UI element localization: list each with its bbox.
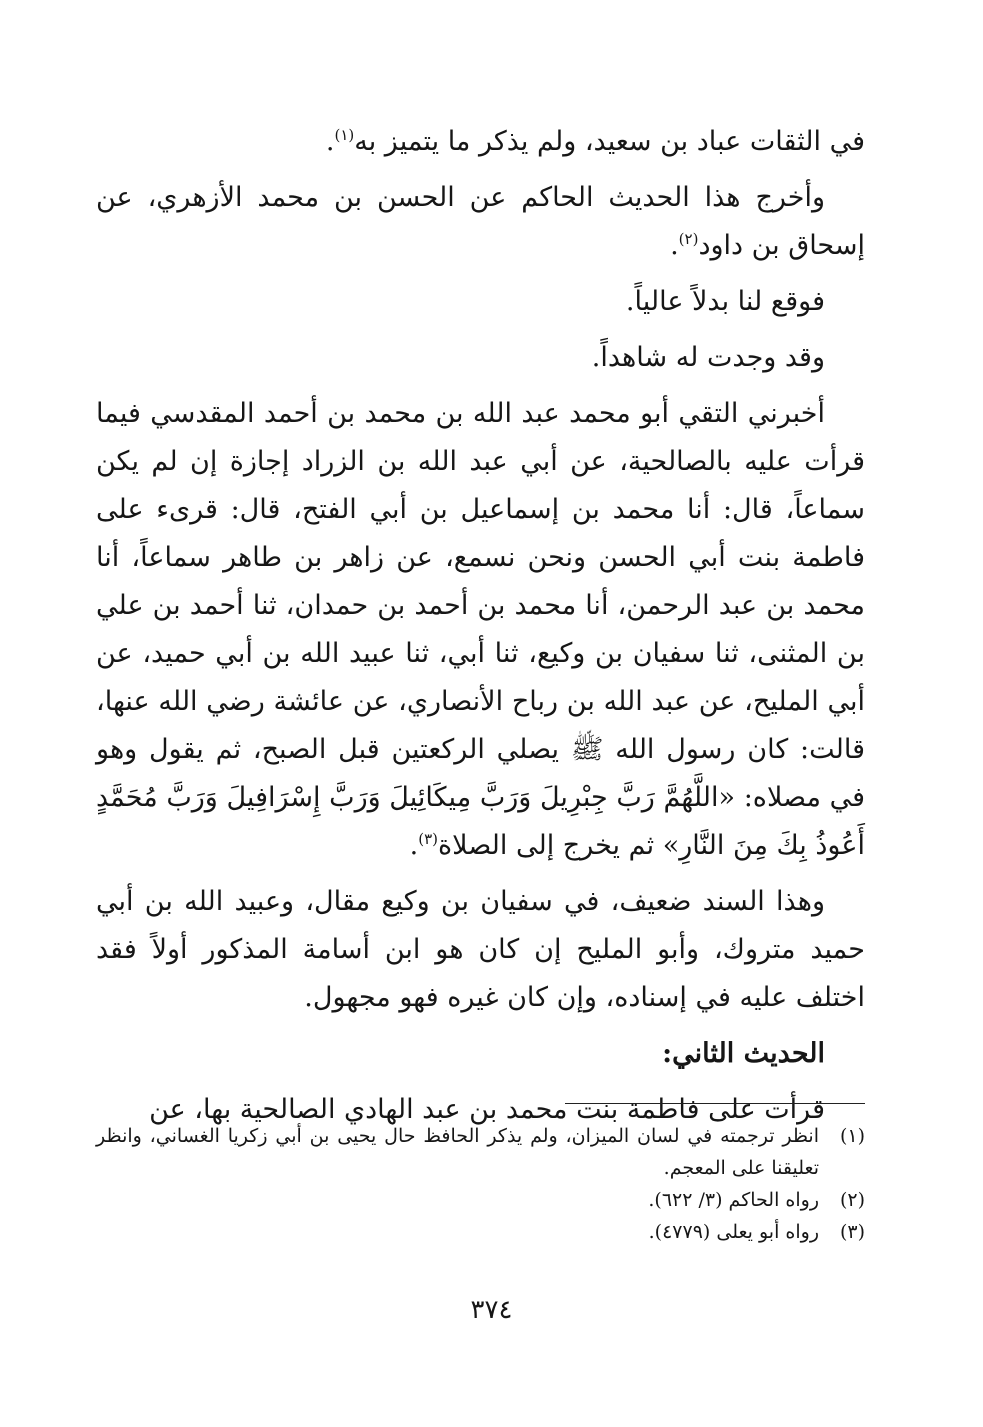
footnote-1-text: انظر ترجمته في لسان الميزان، ولم يذكر الحافظ حال يحيى بن أبي زكريا الغساني، وانظر تعليقنا على المعجم. — [96, 1125, 819, 1179]
footnote-3 — [96, 1216, 865, 1248]
footnote-ref-3[interactable]: (٣) — [418, 830, 438, 848]
paragraph-5-text: أخبرني التقي أبو محمد عبد الله بن محمد بن أحمد المقدسي فيما قرأت عليه بالصالحية، عن أبي عبد الله بن الزراد إجازة إن لم يكن سماعاً، قال: أنا محمد بن إسماعيل بن أبي الفتح، قال: قرىء على فاطمة بنت أبي الحسن ونحن نسمع، عن زاهر بن طاهر سماعاً، أنا محمد بن عبد الرحمن، أنا محمد بن أحمد بن حمدان، ثنا أحمد بن علي بن المثنى، ثنا سفيان بن وكيع، ثنا أبي، ثنا عبيد الله بن أبي حميد، عن أبي المليح، عن عبد الله بن رباح الأنصاري، عن عائشة رضي الله عنها، قالت: كان رسول الله ﷺ يصلي الركعتين قبل الصبح، ثم يقول وهو في مصلاه: «اللَّهُمَّ رَبَّ جِبْرِيلَ وَرَبَّ مِيكَائِيلَ وَرَبَّ إِسْرَافِيلَ وَرَبَّ مُحَمَّدٍ أَعُوذُ بِكَ مِنَ النَّارِ» ثم يخرج إلى الصلاة — [96, 398, 865, 861]
paragraph-4: وقد وجدت له شاهداً. — [591, 342, 825, 373]
footnote-2-text: رواه الحاكم (٣/ ٦٢٢). — [648, 1189, 819, 1211]
paragraph-5 — [96, 390, 865, 870]
page-number: ٣٧٤ — [470, 1295, 513, 1325]
footnote-ref-2[interactable]: (٢) — [678, 230, 699, 248]
paragraph-2-text: وأخرج هذا الحديث الحاكم عن الحسن بن محمد الأزهري، عن إسحاق بن داود — [96, 182, 865, 261]
paragraph-1-end: . — [325, 126, 335, 157]
paragraph-1 — [96, 118, 865, 166]
footnote-1-number: (١) — [839, 1125, 865, 1147]
paragraph-6: وهذا السند ضعيف، في سفيان بن وكيع مقال، وعبيد الله بن أبي حميد متروك، وأبو المليح إن كان هو ابن أسامة المذكور أولاً فقد اختلف عليه في إسناده، وإن كان غيره فهو مجهول. — [96, 886, 865, 1013]
section-heading: الحديث الثاني: — [662, 1038, 825, 1069]
paragraph-2-end: . — [670, 230, 679, 261]
footnote-2-number: (٢) — [839, 1189, 865, 1211]
footnote-divider — [565, 1103, 865, 1104]
footnote-ref-1[interactable]: (١) — [334, 126, 355, 144]
footnote-3-text: رواه أبو يعلى (٤٧٧٩). — [648, 1221, 819, 1243]
paragraph-7: قرأت على فاطمة بنت محمد بن عبد الهادي الصالحية بها، عن — [149, 1094, 825, 1125]
paragraph-5-end: . — [409, 830, 419, 861]
footnote-1 — [96, 1120, 865, 1184]
main-text — [96, 118, 865, 1142]
paragraph-1-text: في الثقات عباد بن سعيد، ولم يذكر ما يتميز به — [354, 126, 865, 157]
paragraph-2 — [96, 174, 865, 270]
footnotes — [96, 1120, 865, 1248]
footnote-3-number: (٣) — [839, 1221, 865, 1243]
footnote-2 — [96, 1184, 865, 1216]
paragraph-3: فوقع لنا بدلاً عالياً. — [625, 286, 825, 317]
